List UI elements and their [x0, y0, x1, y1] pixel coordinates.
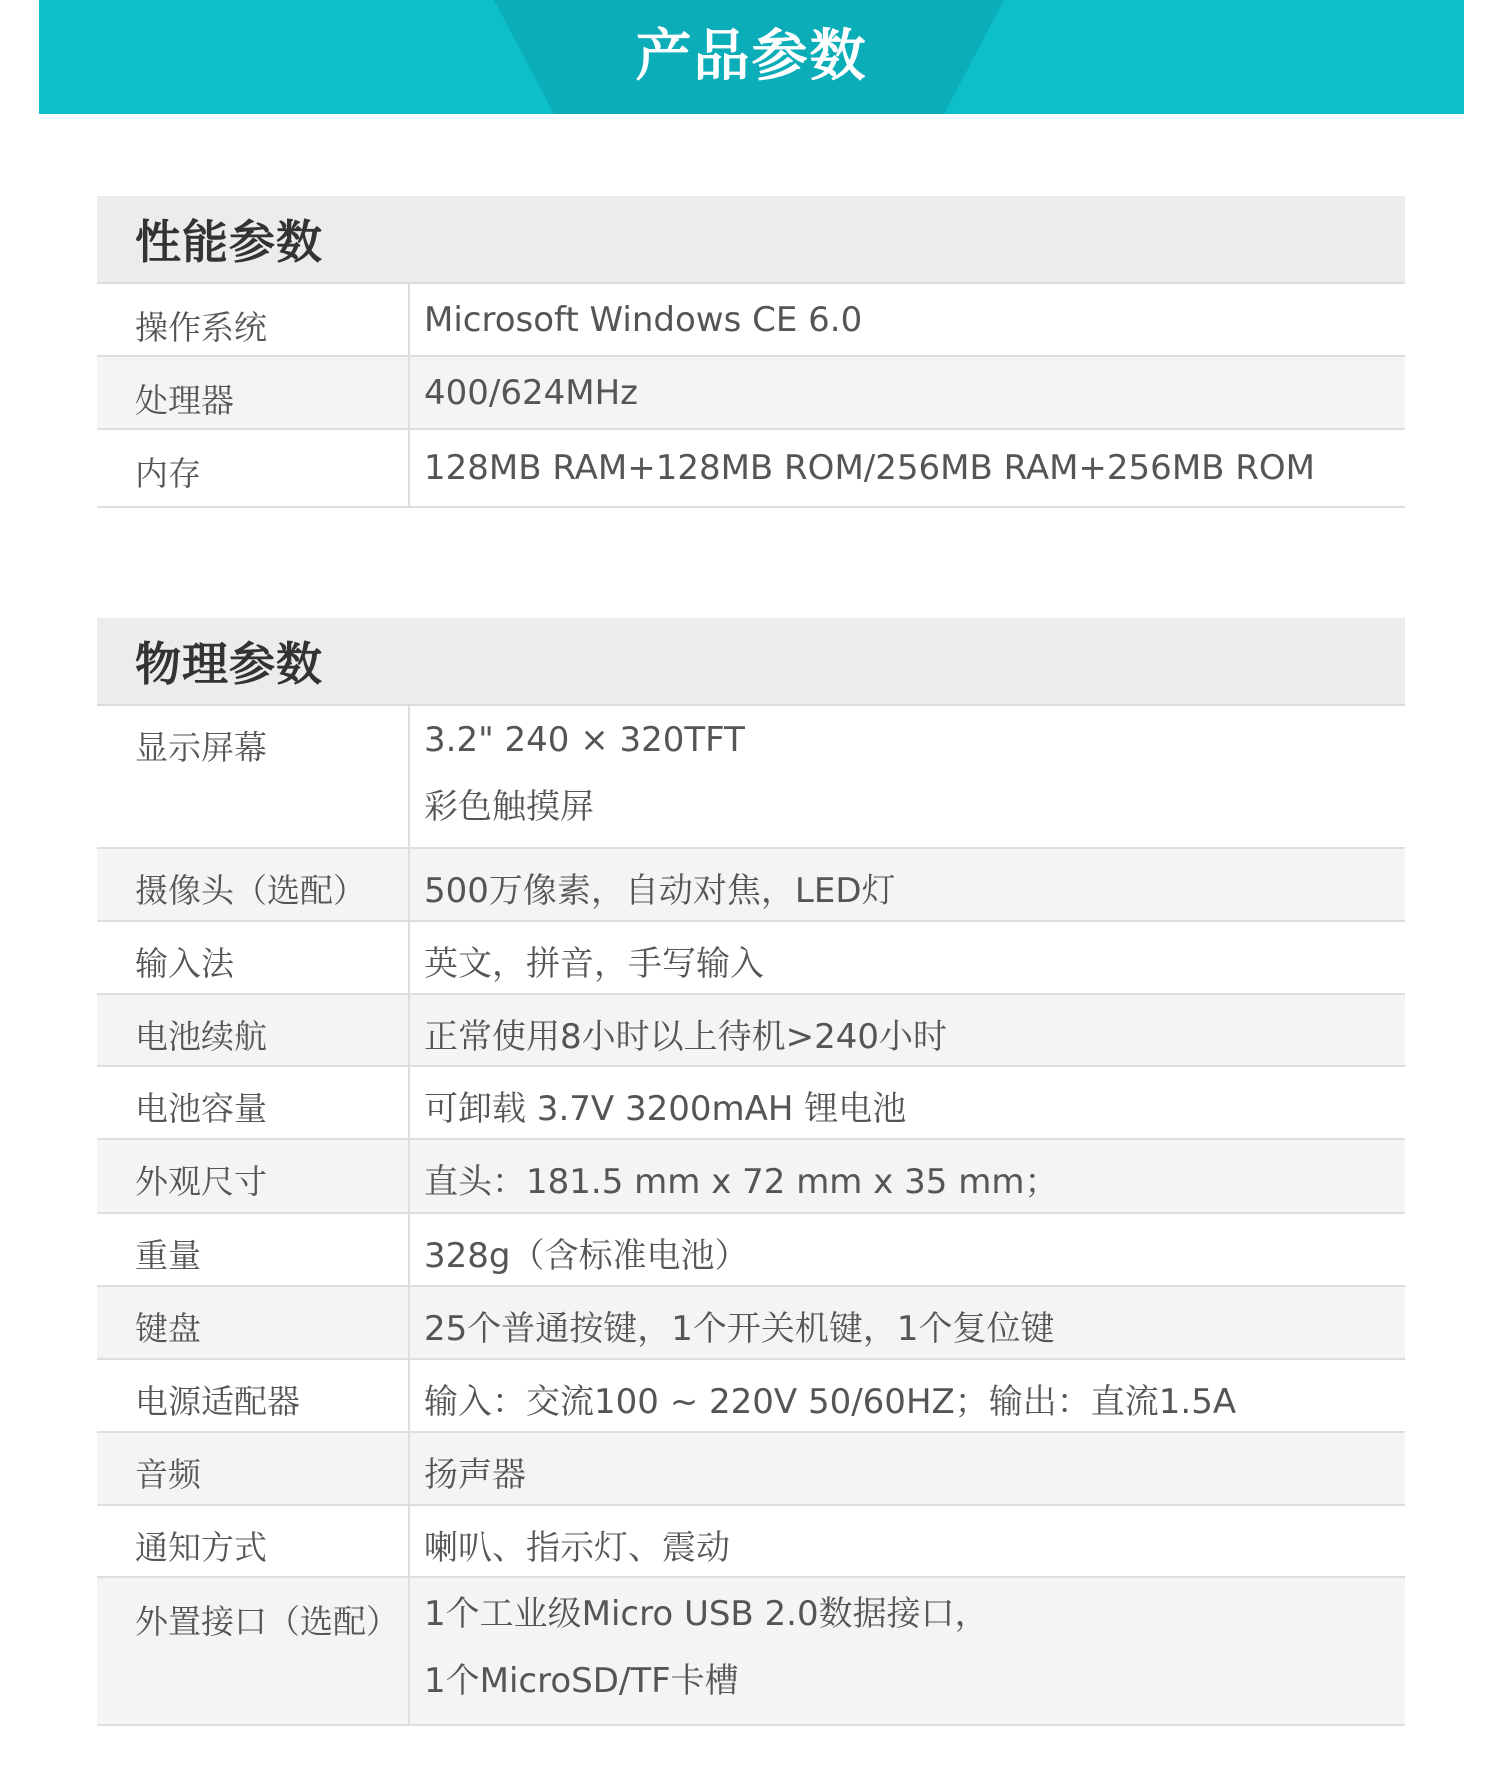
- table-row: [97, 706, 1405, 849]
- row-label: 重量: [97, 1214, 410, 1285]
- table-row: [97, 357, 1405, 430]
- row-value-line: 英文，拼音，手写输入: [424, 944, 764, 984]
- row-label: 摄像头（选配）: [97, 849, 410, 920]
- row-value-line: 直头：181.5 mm x 72 mm x 35 mm；: [424, 1162, 1059, 1202]
- row-label: 输入法: [97, 922, 410, 993]
- table-row: [97, 922, 1405, 995]
- row-value-line: 喇叭、指示灯、震动: [424, 1528, 730, 1568]
- row-value-line: 128MB RAM+128MB ROM/256MB RAM+256MB ROM: [424, 448, 1316, 488]
- table-row: [97, 849, 1405, 922]
- row-value: [410, 430, 1405, 506]
- table-row: [97, 1067, 1405, 1140]
- row-label: 内存: [97, 430, 410, 506]
- banner: [39, 0, 1464, 114]
- performance-section: [97, 196, 1405, 508]
- row-value-line: 400/624MHz: [424, 373, 638, 413]
- row-value: [410, 1287, 1405, 1358]
- row-label: 电池续航: [97, 995, 410, 1065]
- row-value: [410, 1360, 1405, 1431]
- row-value-line: 500万像素，自动对焦，LED灯: [424, 871, 896, 911]
- row-label: 音频: [97, 1433, 410, 1504]
- physical-table: [97, 706, 1405, 1726]
- row-value-line: 3.2" 240 × 320TFT: [424, 720, 745, 760]
- row-value: [410, 1067, 1405, 1138]
- table-row: [97, 1360, 1405, 1433]
- table-row: [97, 284, 1405, 357]
- row-value: [410, 706, 1405, 847]
- section-header-physical: 物理参数: [97, 618, 1405, 706]
- performance-table: [97, 284, 1405, 508]
- row-value: [410, 284, 1405, 355]
- table-row: [97, 1287, 1405, 1360]
- table-row: [97, 995, 1405, 1067]
- row-value-line: 扬声器: [424, 1455, 526, 1495]
- row-value-line: 1个工业级Micro USB 2.0数据接口，: [424, 1594, 989, 1634]
- table-row: [97, 1433, 1405, 1506]
- physical-section: [97, 618, 1405, 1726]
- table-row: [97, 430, 1405, 508]
- page-title: 产品参数: [635, 24, 868, 89]
- row-value-line: 正常使用8小时以上待机>240小时: [424, 1017, 948, 1057]
- table-row: [97, 1506, 1405, 1578]
- row-label: 电源适配器: [97, 1360, 410, 1431]
- section-header-performance: 性能参数: [97, 196, 1405, 284]
- row-value-line: 25个普通按键，1个开关机键，1个复位键: [424, 1309, 1055, 1349]
- table-row: [97, 1140, 1405, 1214]
- row-value: [410, 922, 1405, 993]
- row-value: [410, 1433, 1405, 1504]
- row-value-line: 彩色触摸屏: [424, 787, 594, 827]
- table-row: [97, 1578, 1405, 1726]
- row-value: [410, 995, 1405, 1065]
- row-label: 外观尺寸: [97, 1140, 410, 1212]
- row-value-line: 328g（含标准电池）: [424, 1236, 749, 1276]
- row-value: [410, 1578, 1405, 1724]
- row-value: [410, 1506, 1405, 1576]
- row-label: 键盘: [97, 1287, 410, 1358]
- row-value: [410, 1140, 1405, 1212]
- table-row: [97, 1214, 1405, 1287]
- row-value: [410, 1214, 1405, 1285]
- row-value: [410, 849, 1405, 920]
- row-label: 电池容量: [97, 1067, 410, 1138]
- row-value-line: 可卸载 3.7V 3200mAH 锂电池: [424, 1089, 907, 1129]
- row-value-line: Microsoft Windows CE 6.0: [424, 300, 863, 340]
- row-label: 通知方式: [97, 1506, 410, 1576]
- row-value: [410, 357, 1405, 428]
- row-label: 操作系统: [97, 284, 410, 355]
- row-value-line: 1个MicroSD/TF卡槽: [424, 1661, 739, 1701]
- row-label: 显示屏幕: [97, 706, 410, 847]
- row-label: 外置接口（选配）: [97, 1578, 410, 1724]
- row-label: 处理器: [97, 357, 410, 428]
- row-value-line: 输入：交流100 ~ 220V 50/60HZ；输出：直流1.5A: [424, 1382, 1237, 1422]
